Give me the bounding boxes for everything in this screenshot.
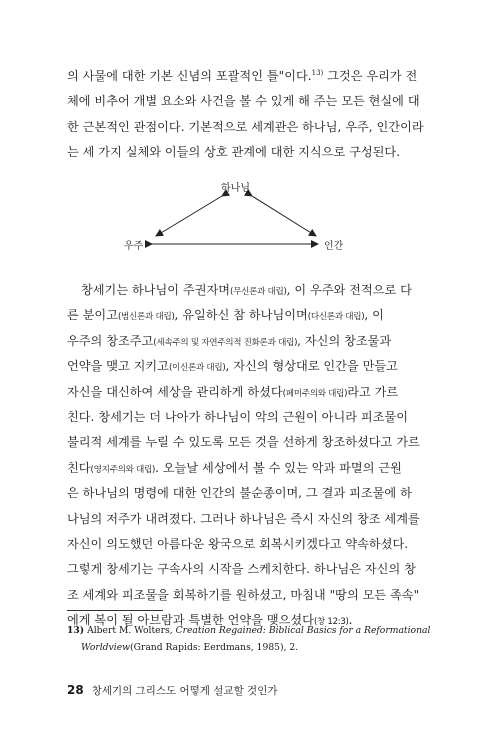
paragraph-line: 은 하나님의 명령에 대한 인간의 불순종이며, 그 결과 피조물에 하 [67,486,412,501]
paragraph-line: 자신을 대신하여 세상을 관리하게 하셨다(페미주의와 대립)라고 가르 [67,384,399,399]
footnote-author: Albert M. Wolters, [87,625,173,636]
footnote-publication: (Grand Rapids: Eerdmans, 1985), 2. [130,642,299,653]
footnote-line [67,639,412,656]
node-human: 인간 [324,241,344,252]
node-god: 하나님 [221,183,250,194]
paragraph-line: 한 근본적인 관점이다. 기본적으로 세계관은 하나님, 우주, 인간이라 [67,119,424,134]
paragraph-line: 자신이 의도했던 아름다운 왕국으로 회복시키겠다고 약속하셨다. [67,536,409,551]
paragraph-genesis-teaching [67,278,420,633]
paragraph-line: 의 사물에 대한 기본 신념의 포괄적인 틀"이다.$^{13)}$ 그것은 우리가 전 [67,68,418,83]
footnote-title-cont: Worldview [81,642,130,653]
paragraph-line: 는 세 가지 실체와 이들의 상호 관계에 대한 지식으로 구성된다. [67,145,401,160]
paragraph-line: 창세기는 하나님이 주권자며(무신론과 대립), 이 우주와 전적으로 다 [81,283,412,297]
footnote-title: Creation Regained: Biblical Basics for a Reformational [175,625,431,636]
paragraph-line: 불리적 세계를 누릴 수 있도록 모든 것을 선하게 창조하셨다고 가르 [67,435,420,450]
paragraph-line: 에게 복이 될 아브람과 특별한 언약을 맺으셨다(창 12:3). [67,613,353,628]
paragraph-line: 친다(영지주의와 대립). 오늘날 세상에서 볼 수 있는 악과 파멸의 근원 [67,460,402,475]
node-universe: 우주 [124,241,144,252]
footnote-line [67,622,431,639]
paragraph-line: 친다. 창세기는 더 나아가 하나님이 악의 근원이 아니라 피조물이 [67,409,408,424]
paragraph-line: 언약을 맺고 지키고(이신론과 대립), 자신의 형상대로 인간을 만들고 [67,359,398,374]
paragraph-line: 나님의 저주가 내려졌다. 그러나 하나님은 즉시 자신의 창조 세계를 [67,511,420,526]
footnote-divider [67,610,163,611]
footnote-ref: 13) [311,68,324,77]
worldview-triangle-diagram [120,170,360,260]
paragraph-line: 른 분이고(범신론과 대립), 유일하신 참 하나님이며(다신론과 대립), 이 [67,308,384,323]
page-footer [67,683,277,698]
footnote-number: 13) [67,625,85,636]
arrow-god-universe [156,196,222,236]
arrow-god-human [252,196,316,236]
paragraph-line: 조 세계와 피조물을 회복하기를 원하셨고, 마침내 "땅의 모든 족속" [67,587,420,602]
paragraph-worldview-definition [67,64,424,166]
paragraph-line: 우주의 창조주고(세속주의 및 자연주의적 진화론과 대립), 자신의 창조물과 [67,333,392,348]
running-title: 창세기의 그리스도 어떻게 설교할 것인가 [91,685,278,697]
paragraph-line: 체에 비추어 개별 요소와 사건을 볼 수 있게 해 주는 모든 현실에 대 [67,94,420,109]
page-number: 28 [67,683,84,697]
paragraph-line: 그렇게 창세기는 구속사의 시작을 스케치한다. 하나님은 자신의 창 [67,562,416,577]
footnote [67,622,431,656]
